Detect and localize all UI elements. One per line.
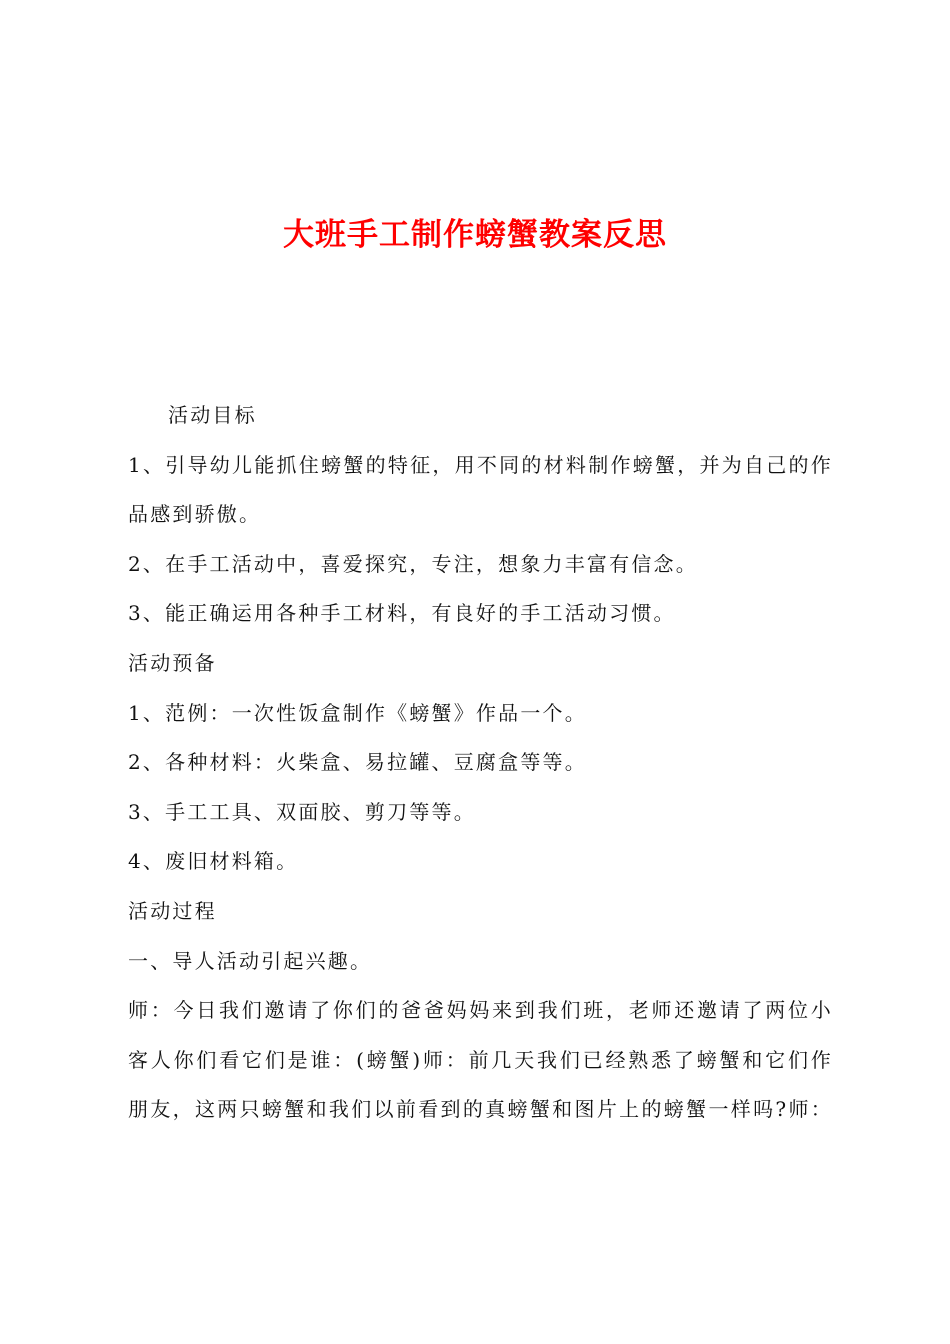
paragraph-prep-1: 1、范例：一次性饭盒制作《螃蟹》作品一个。	[128, 700, 587, 725]
paragraph-goal-1: 1、引导幼儿能抓住螃蟹的特征，用不同的材料制作螃蟹，并为自己的作品感到骄傲。	[128, 452, 833, 527]
document-body	[128, 391, 833, 1135]
section-heading-process: 活动过程	[128, 898, 217, 923]
paragraph-prep-3: 3、手工工具、双面胶、剪刀等等。	[128, 799, 476, 824]
paragraph-prep-4: 4、废旧材料箱。	[128, 849, 299, 874]
paragraph-prep-2: 2、各种材料：火柴盒、易拉罐、豆腐盒等等。	[128, 750, 587, 775]
paragraph-process-1: 一、导人活动引起兴趣。	[128, 948, 373, 973]
document-title: 大班手工制作螃蟹教案反思	[283, 217, 667, 253]
paragraph-goal-3: 3、能正确运用各种手工材料，有良好的手工活动习惯。	[128, 601, 676, 626]
paragraph-process-dialogue: 师：今日我们邀请了你们的爸爸妈妈来到我们班，老师还邀请了两位小客人你们看它们是谁：(螃蟹)师：前几天我们已经熟悉了螃蟹和它们作朋友，这两只螃蟹和我们以前看到的真螃蟹和图片上的螃蟹一样吗?师：	[128, 998, 833, 1122]
paragraph-goal-2: 2、在手工活动中，喜爱探究，专注，想象力丰富有信念。	[128, 551, 698, 576]
section-heading-preparation: 活动预备	[128, 650, 217, 675]
section-heading-goals: 活动目标	[168, 403, 257, 427]
